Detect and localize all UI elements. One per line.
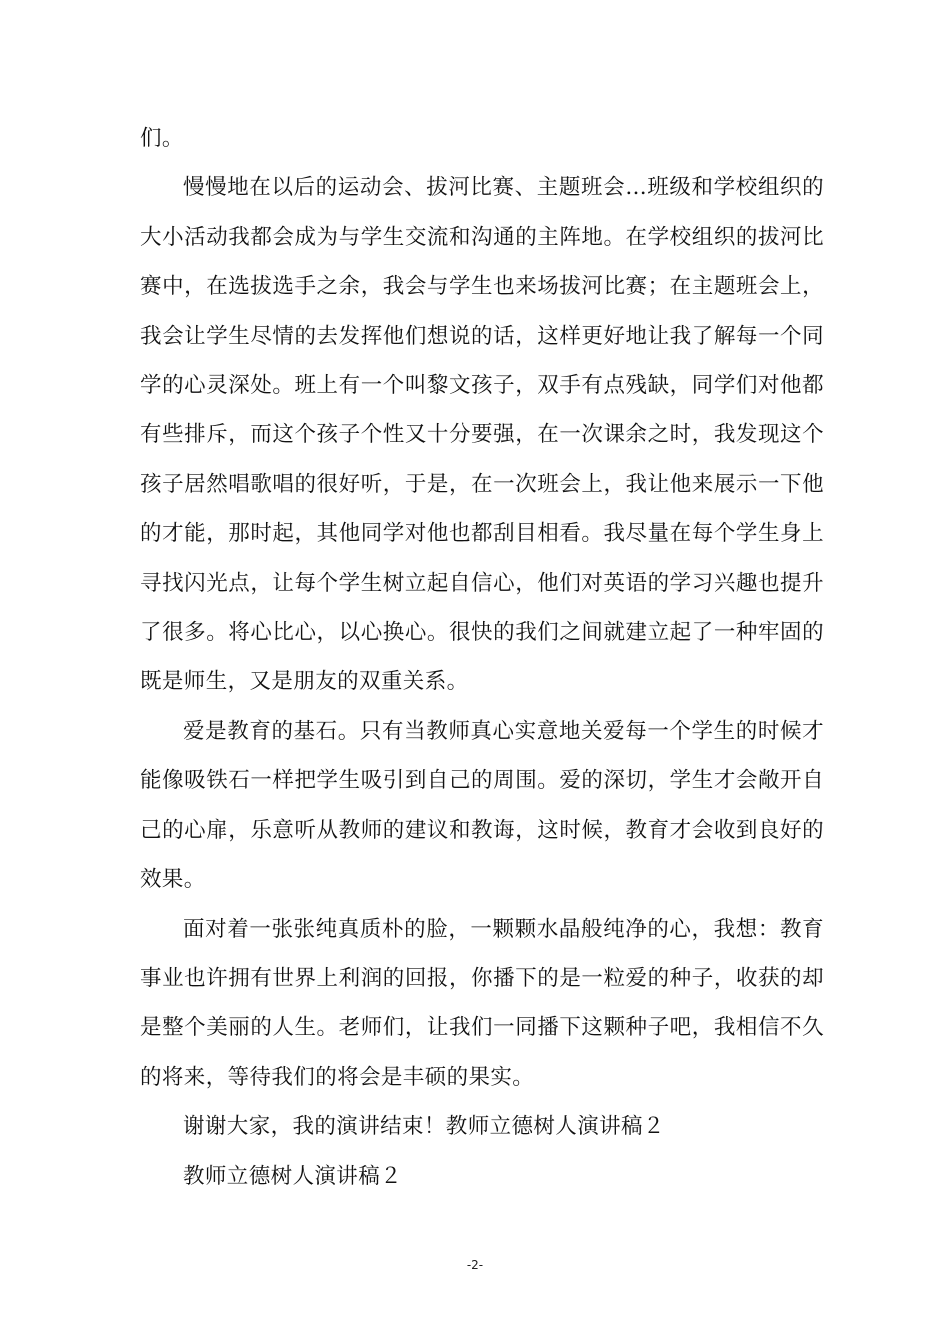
paragraph-next-title: 教师立德树人演讲稿２ — [183, 1163, 403, 1189]
paragraph-closing: 谢谢大家，我的演讲结束！教师立德树人演讲稿２ — [183, 1114, 665, 1140]
document-body — [140, 114, 824, 1201]
page-number: -2- — [466, 1258, 484, 1272]
paragraph-continuation: 们。 — [140, 126, 184, 151]
paragraph-reflection: 面对着一张张纯真质朴的脸，一颗颗水晶般纯净的心，我想：教育事业也许拥有世界上利润的回报，你播下的是一粒爱的种子，收获的却是整个美丽的人生。老师们，让我们一同播下这颗种子吧，我相信不久的将来，等待我们的将会是丰硕的果实。 — [140, 916, 824, 1090]
paragraph-love-education: 爱是教育的基石。只有当教师真心实意地关爱每一个学生的时候才能像吸铁石一样把学生吸引到自己的周围。爱的深切，学生才会敞开自己的心扉，乐意听从教师的建议和教诲，这时候，教育才会收到良好的效果。 — [140, 718, 824, 893]
paragraph-activities: 慢慢地在以后的运动会、拔河比赛、主题班会…班级和学校组织的大小活动我都会成为与学生交流和沟通的主阵地。在学校组织的拔河比赛中，在选拔选手之余，我会与学生也来场拔河比赛；在主题班会上，我会让学生尽情的去发挥他们想说的话，这样更好地让我了解每一个同学的心灵深处。班上有一个叫黎文孩子，双手有点残缺，同学们对他都有些排斥，而这个孩子个性又十分要强，在一次课余之时，我发现这个孩子居然唱歌唱的很好听，于是，在一次班会上，我让他来展示一下他的才能，那时起，其他同学对他也都刮目相看。我尽量在每个学生身上寻找闪光点，让每个学生树立起自信心，他们对英语的学习兴趣也提升了很多。将心比心，以心换心。很快的我们之间就建立起了一种牢固的既是师生，又是朋友的双重关系。 — [140, 175, 824, 695]
